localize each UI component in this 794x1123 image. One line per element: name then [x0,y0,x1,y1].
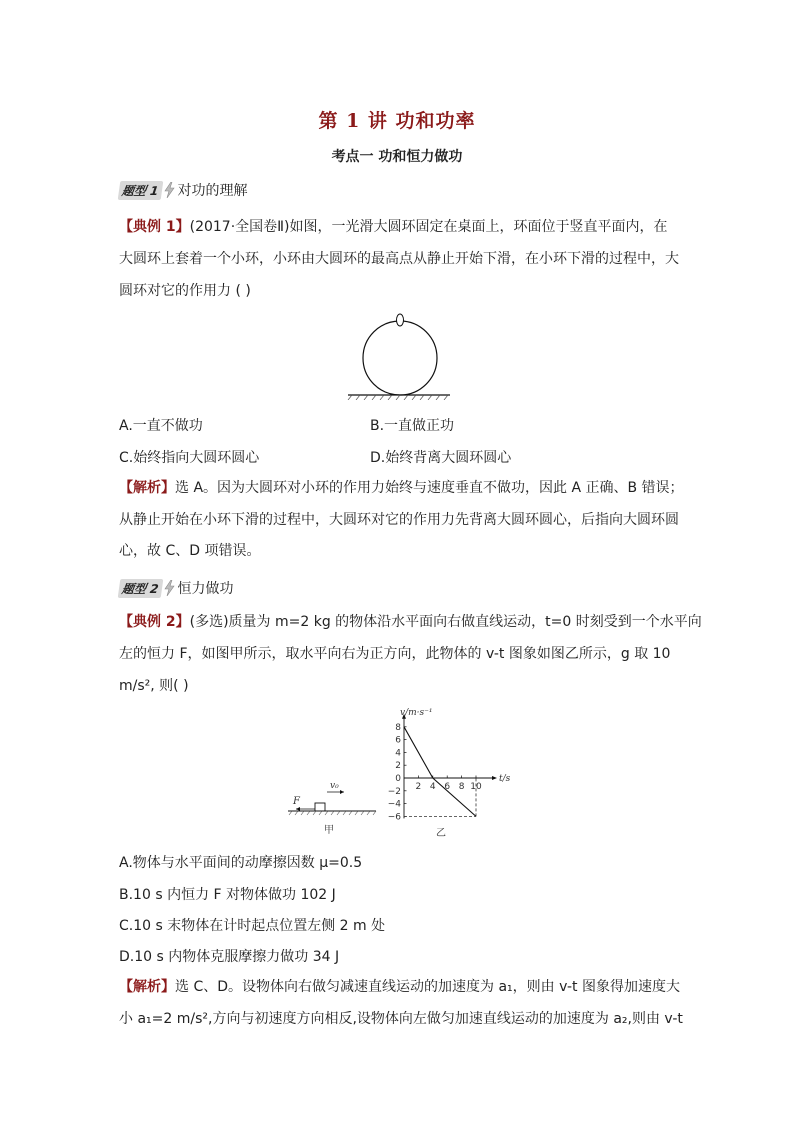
question-type-1 [119,180,248,200]
big-ring [363,321,437,395]
force-label: F [293,796,300,807]
analysis-text: 选 A。因为大圆环对小环的作用力始终与速度垂直不做功，因此 A 正确、B 错误； [175,480,684,496]
x-tick-label: 6 [444,782,451,792]
y-tick-label: −2 [387,786,401,797]
example2-option-d: D.10 s 内物体克服摩擦力做功 34 J [119,949,340,965]
analysis2-line-2: 小 a₁=2 m/s²,方向与初速度方向相反,设物体向左做匀加速直线运动的加速度为 a₂,则由 v-t [119,1011,683,1027]
block [315,803,325,811]
type-title: 恒力做功 [177,581,234,597]
page-title: 第 1 讲 功和功率 [318,110,476,132]
example1-option-a: A.一直不做功 [119,418,203,434]
force-arrowhead [296,807,300,811]
type-badge: 题型 2 [118,579,163,598]
example1-line-3: 圆环对它的作用力 ( ) [119,283,251,299]
example1-option-c: C.始终指向大圆环圆心 [119,450,260,466]
example2-line-2: 左的恒力 F，如图甲所示，取水平向右为正方向，此物体的 v-t 图象如图乙所示，g 取 10 [119,646,671,662]
series-line-v [404,727,476,817]
analysis-label: 【解析】 [119,979,175,995]
example2-option-c: C.10 s 末物体在计时起点位置左侧 2 m 处 [119,918,386,934]
y-axis-label: v/m·s⁻¹ [400,707,433,718]
figure-jia [282,775,382,837]
y-tick-label: 6 [395,735,401,746]
example-label: 【典例 1】 [119,219,190,235]
table-hatching [348,395,448,400]
example2-option-a: A.物体与水平面间的动摩擦因数 μ=0.5 [119,855,363,871]
y-tick-label: 2 [395,761,401,772]
velocity-arrowhead [340,790,344,794]
ground-hatching [289,811,376,815]
vt-chart [380,700,520,840]
example2-option-b: B.10 s 内恒力 F 对物体做功 102 J [119,887,336,903]
x-axis-arrowhead [492,776,497,780]
type-badge: 题型 1 [118,181,163,200]
example1-line-1 [119,217,679,237]
example1-line-2: 大圆环上套着一个小环，小环由大圆环的最高点从静止开始下滑，在小环下滑的过程中，大 [119,251,679,267]
example-label: 【典例 2】 [119,614,190,630]
analysis1-line-2: 从静止开始在小环下滑的过程中，大圆环对它的作用力先背离大圆环圆心，后指向大圆环圆 [119,512,679,528]
example-text: (多选)质量为 m=2 kg 的物体沿水平面向右做直线运动，t=0 时刻受到一个水平向 [189,614,702,630]
section-subtitle: 考点一 功和恒力做功 [331,149,463,165]
x-tick-label: 8 [458,782,465,792]
lightning-icon [162,182,176,198]
analysis2-line-1 [119,977,679,997]
analysis-text: 选 C、D。设物体向右做匀减速直线运动的加速度为 a₁，则由 v-t 图象得加速度大 [175,979,680,995]
y-tick-label: −6 [387,812,401,823]
example1-option-d: D.始终背离大圆环圆心 [370,450,512,466]
example2-line-1 [119,612,702,632]
analysis1-line-1 [119,478,684,498]
ring-figure [340,305,455,400]
y-tick-label: 4 [395,748,401,759]
lightning-icon [162,580,176,596]
velocity-label: v₀ [330,781,339,791]
figure-jia-caption: 甲 [324,825,334,836]
x-tick-label: 2 [415,782,422,792]
y-tick-label: 0 [395,774,401,784]
y-tick-label: 8 [395,722,401,733]
example-text: (2017·全国卷Ⅱ)如图，一光滑大圆环固定在桌面上，环面位于竖直平面内，在 [189,219,668,235]
x-axis-label: t/s [499,774,511,784]
y-tick-label: −4 [387,799,401,810]
x-tick-label: 4 [429,782,436,792]
example1-option-b: B.一直做正功 [370,418,455,434]
small-ring [397,314,404,326]
x-tick-label: 10 [470,782,482,792]
question-type-2 [119,578,234,598]
type-title: 对功的理解 [177,183,248,199]
figure-yi-caption: 乙 [436,828,446,839]
analysis-label: 【解析】 [119,480,175,496]
analysis1-line-3: 心，故 C、D 项错误。 [119,543,261,559]
example2-line-3: m/s², 则( ) [119,678,189,694]
